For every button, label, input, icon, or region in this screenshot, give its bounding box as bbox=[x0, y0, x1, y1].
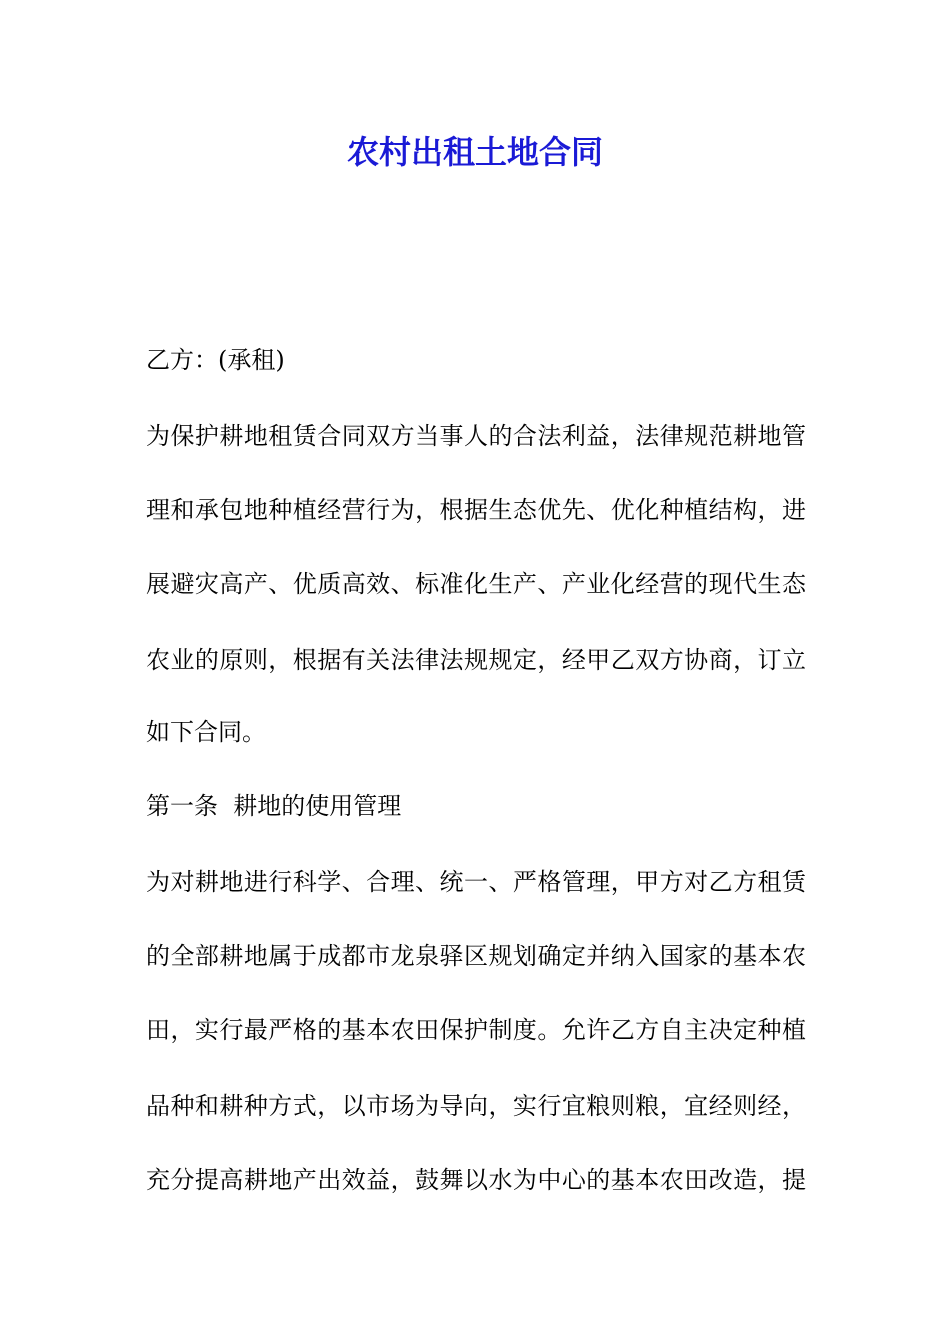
article-1-heading: 第一条 耕地的使用管理 bbox=[146, 792, 402, 820]
preamble-line-2: 理和承包地种植经营行为，根据生态优先、优化种植结构，进 bbox=[146, 496, 806, 524]
party-b-line: 乙方：(承租) bbox=[146, 346, 285, 374]
preamble-line-3: 展避灾高产、优质高效、标准化生产、产业化经营的现代生态 bbox=[146, 570, 806, 598]
preamble-line-4: 农业的原则，根据有关法律法规规定，经甲乙双方协商，订立 bbox=[146, 646, 806, 674]
article-1-line-3: 田，实行最严格的基本农田保护制度。允许乙方自主决定种植 bbox=[146, 1016, 806, 1044]
article-1-line-1: 为对耕地进行科学、合理、统一、严格管理，甲方对乙方租赁 bbox=[146, 868, 806, 896]
article-1-line-4: 品种和耕种方式，以市场为导向，实行宜粮则粮，宜经则经， bbox=[146, 1092, 806, 1120]
preamble-line-1: 为保护耕地租赁合同双方当事人的合法利益，法律规范耕地管 bbox=[146, 422, 806, 450]
article-1-line-2: 的全部耕地属于成都市龙泉驿区规划确定并纳入国家的基本农 bbox=[146, 942, 806, 970]
document-title: 农村出租土地合同 bbox=[346, 133, 603, 171]
article-1-line-5: 充分提高耕地产出效益，鼓舞以水为中心的基本农田改造，提 bbox=[146, 1166, 806, 1194]
preamble-line-5: 如下合同。 bbox=[146, 718, 266, 746]
